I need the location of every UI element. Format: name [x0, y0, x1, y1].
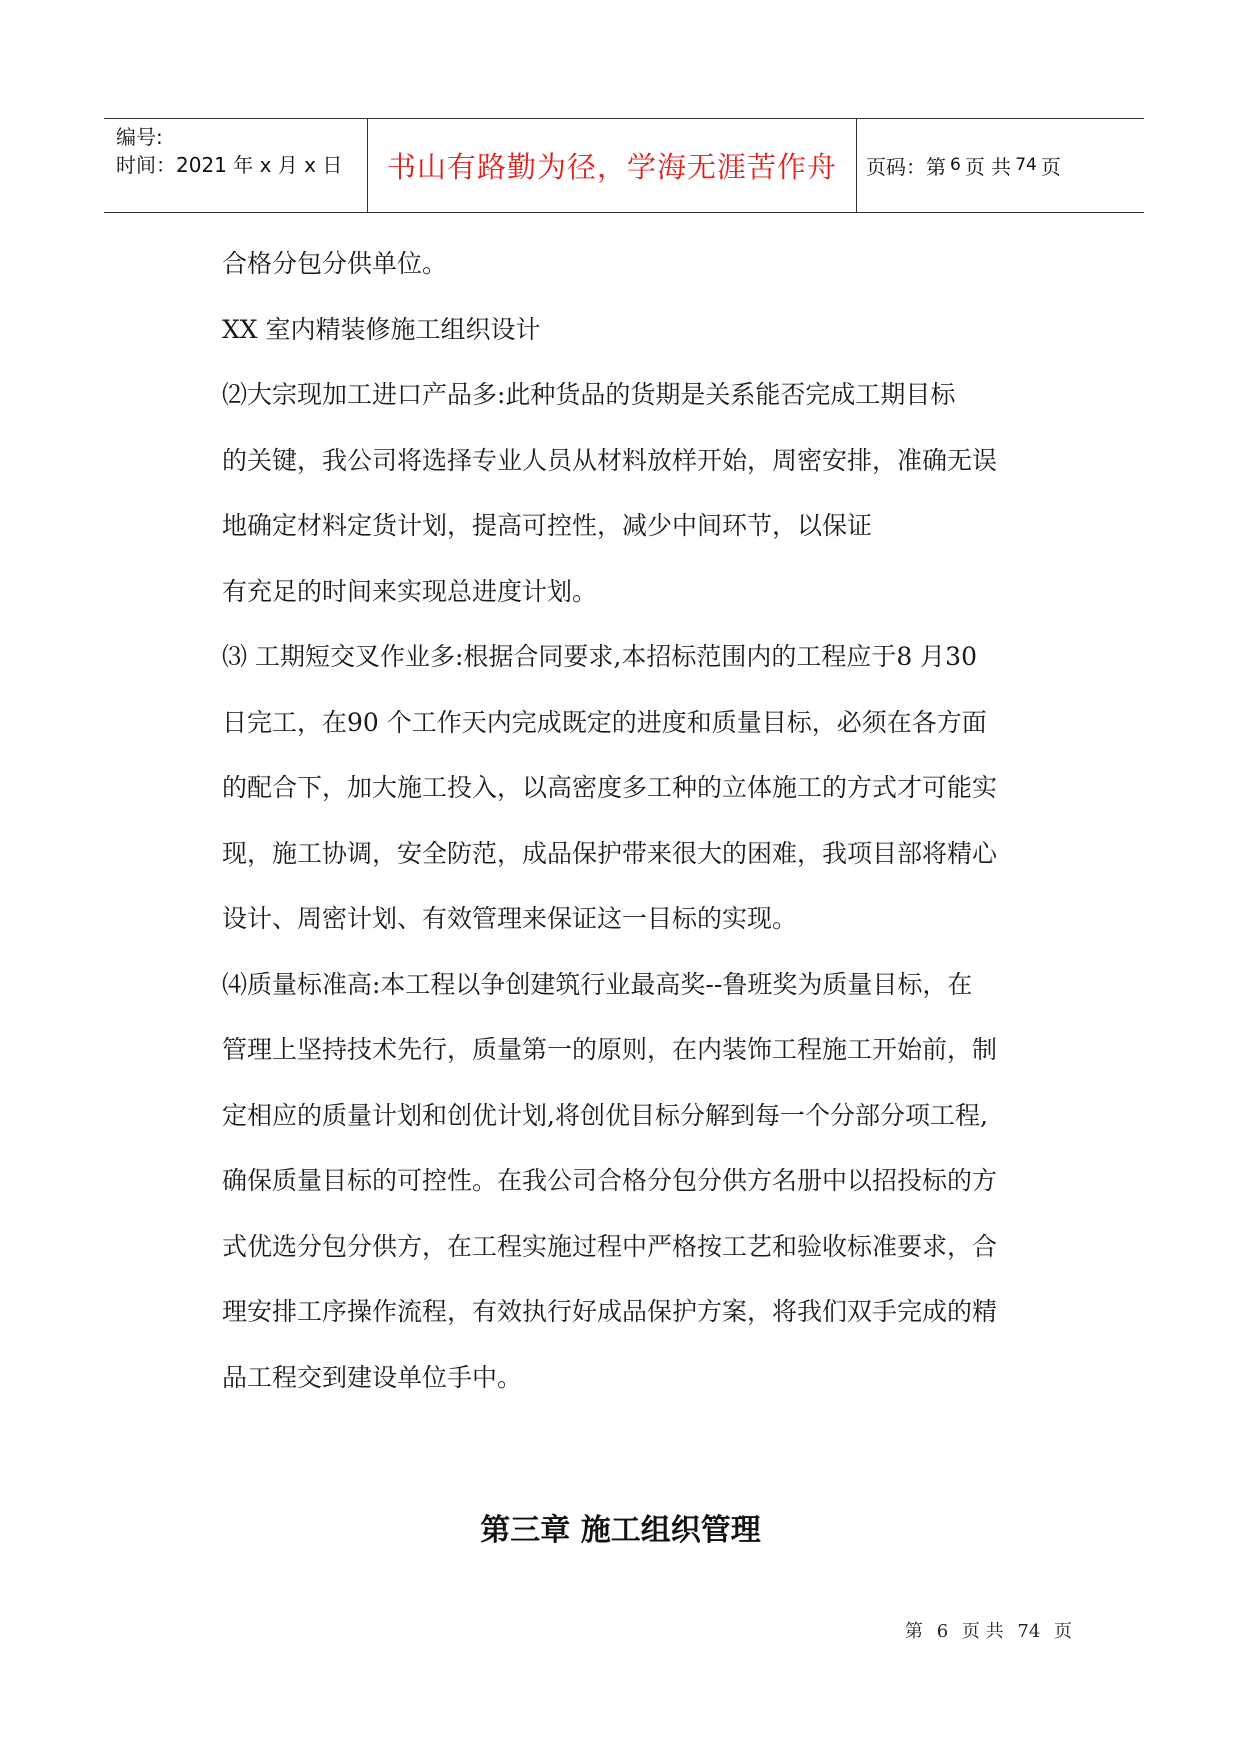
footer-mid: 页 共 [961, 1621, 1004, 1642]
serial-number-label: 编号: [116, 125, 163, 149]
header-page-suffix: 页 [1040, 154, 1061, 179]
header-page-mid: 页 共 [964, 154, 1012, 179]
body-line: ⑵大宗现加工进口产品多:此种货品的货期是关系能否完成工期目标 [222, 380, 956, 409]
header-divider-left [367, 119, 368, 212]
body-line: 有充足的时间来实现总进度计划。 [222, 576, 598, 606]
body-line: ⑷质量标准高:本工程以争创建筑行业最高奖--鲁班奖为质量目标，在 [222, 969, 973, 999]
body-line: ⑶ 工期短交叉作业多:根据合同要求,本招标范围内的工程应于8 月30 [222, 642, 977, 671]
body-line: 日完工，在90 个工作天内完成既定的进度和质量目标，必须在各方面 [222, 707, 987, 737]
body-line: 设计、周密计划、有效管理来保证这一目标的实现。 [222, 904, 798, 933]
body-line: 确保质量目标的可控性。在我公司合格分包分供方名册中以招投标的方 [222, 1166, 998, 1195]
body-line: 的关键，我公司将选择专业人员从材料放样开始，周密安排，准确无误 [222, 445, 998, 475]
footer-current: 6 [936, 1621, 949, 1642]
header-divider-right [856, 119, 857, 212]
body-line: XX 室内精装修施工组织设计 [222, 314, 541, 344]
header-page-current: 6 [950, 155, 961, 175]
body-line: 品工程交到建设单位手中。 [222, 1362, 523, 1392]
body-line: 现，施工协调，安全防范，成品保护带来很大的困难，我项目部将精心 [222, 838, 998, 868]
body-line: 定相应的质量计划和创优计划,将创优目标分解到每一个分部分项工程, [222, 1100, 988, 1130]
page-footer [905, 1617, 1080, 1643]
body-line: 式优选分包分供方，在工程实施过程中严格按工艺和验收标准要求，合 [222, 1231, 998, 1261]
body-line: 地确定材料定货计划，提高可控性，减少中间环节，以保证 [222, 511, 873, 540]
header-page-info [866, 119, 1136, 211]
chapter-title: 第三章 施工组织管理 [480, 1513, 761, 1548]
header-meta [116, 123, 366, 179]
body-line: 管理上坚持技术先行，质量第一的原则，在内装饰工程施工开始前，制 [222, 1035, 998, 1064]
footer-suffix: 页 [1054, 1621, 1073, 1642]
footer-total: 74 [1017, 1621, 1041, 1642]
body-line: 的配合下，加大施工投入，以高密度多工种的立体施工的方式才可能实 [222, 773, 998, 802]
header-page-prefix: 页码：第 [866, 154, 946, 179]
body-text [222, 244, 1072, 1423]
body-line: 理安排工序操作流程，有效执行好成品保护方案，将我们双手完成的精 [222, 1297, 998, 1326]
footer-prefix: 第 [905, 1621, 923, 1642]
date-label: 时间：2021 年 x 月 x 日 [116, 153, 343, 177]
page-header [104, 118, 1144, 213]
body-line: 合格分包分供单位。 [222, 249, 448, 278]
header-page-total: 74 [1015, 155, 1037, 175]
header-motto: 书山有路勤为径，学海无涯苦作舟 [386, 149, 837, 184]
